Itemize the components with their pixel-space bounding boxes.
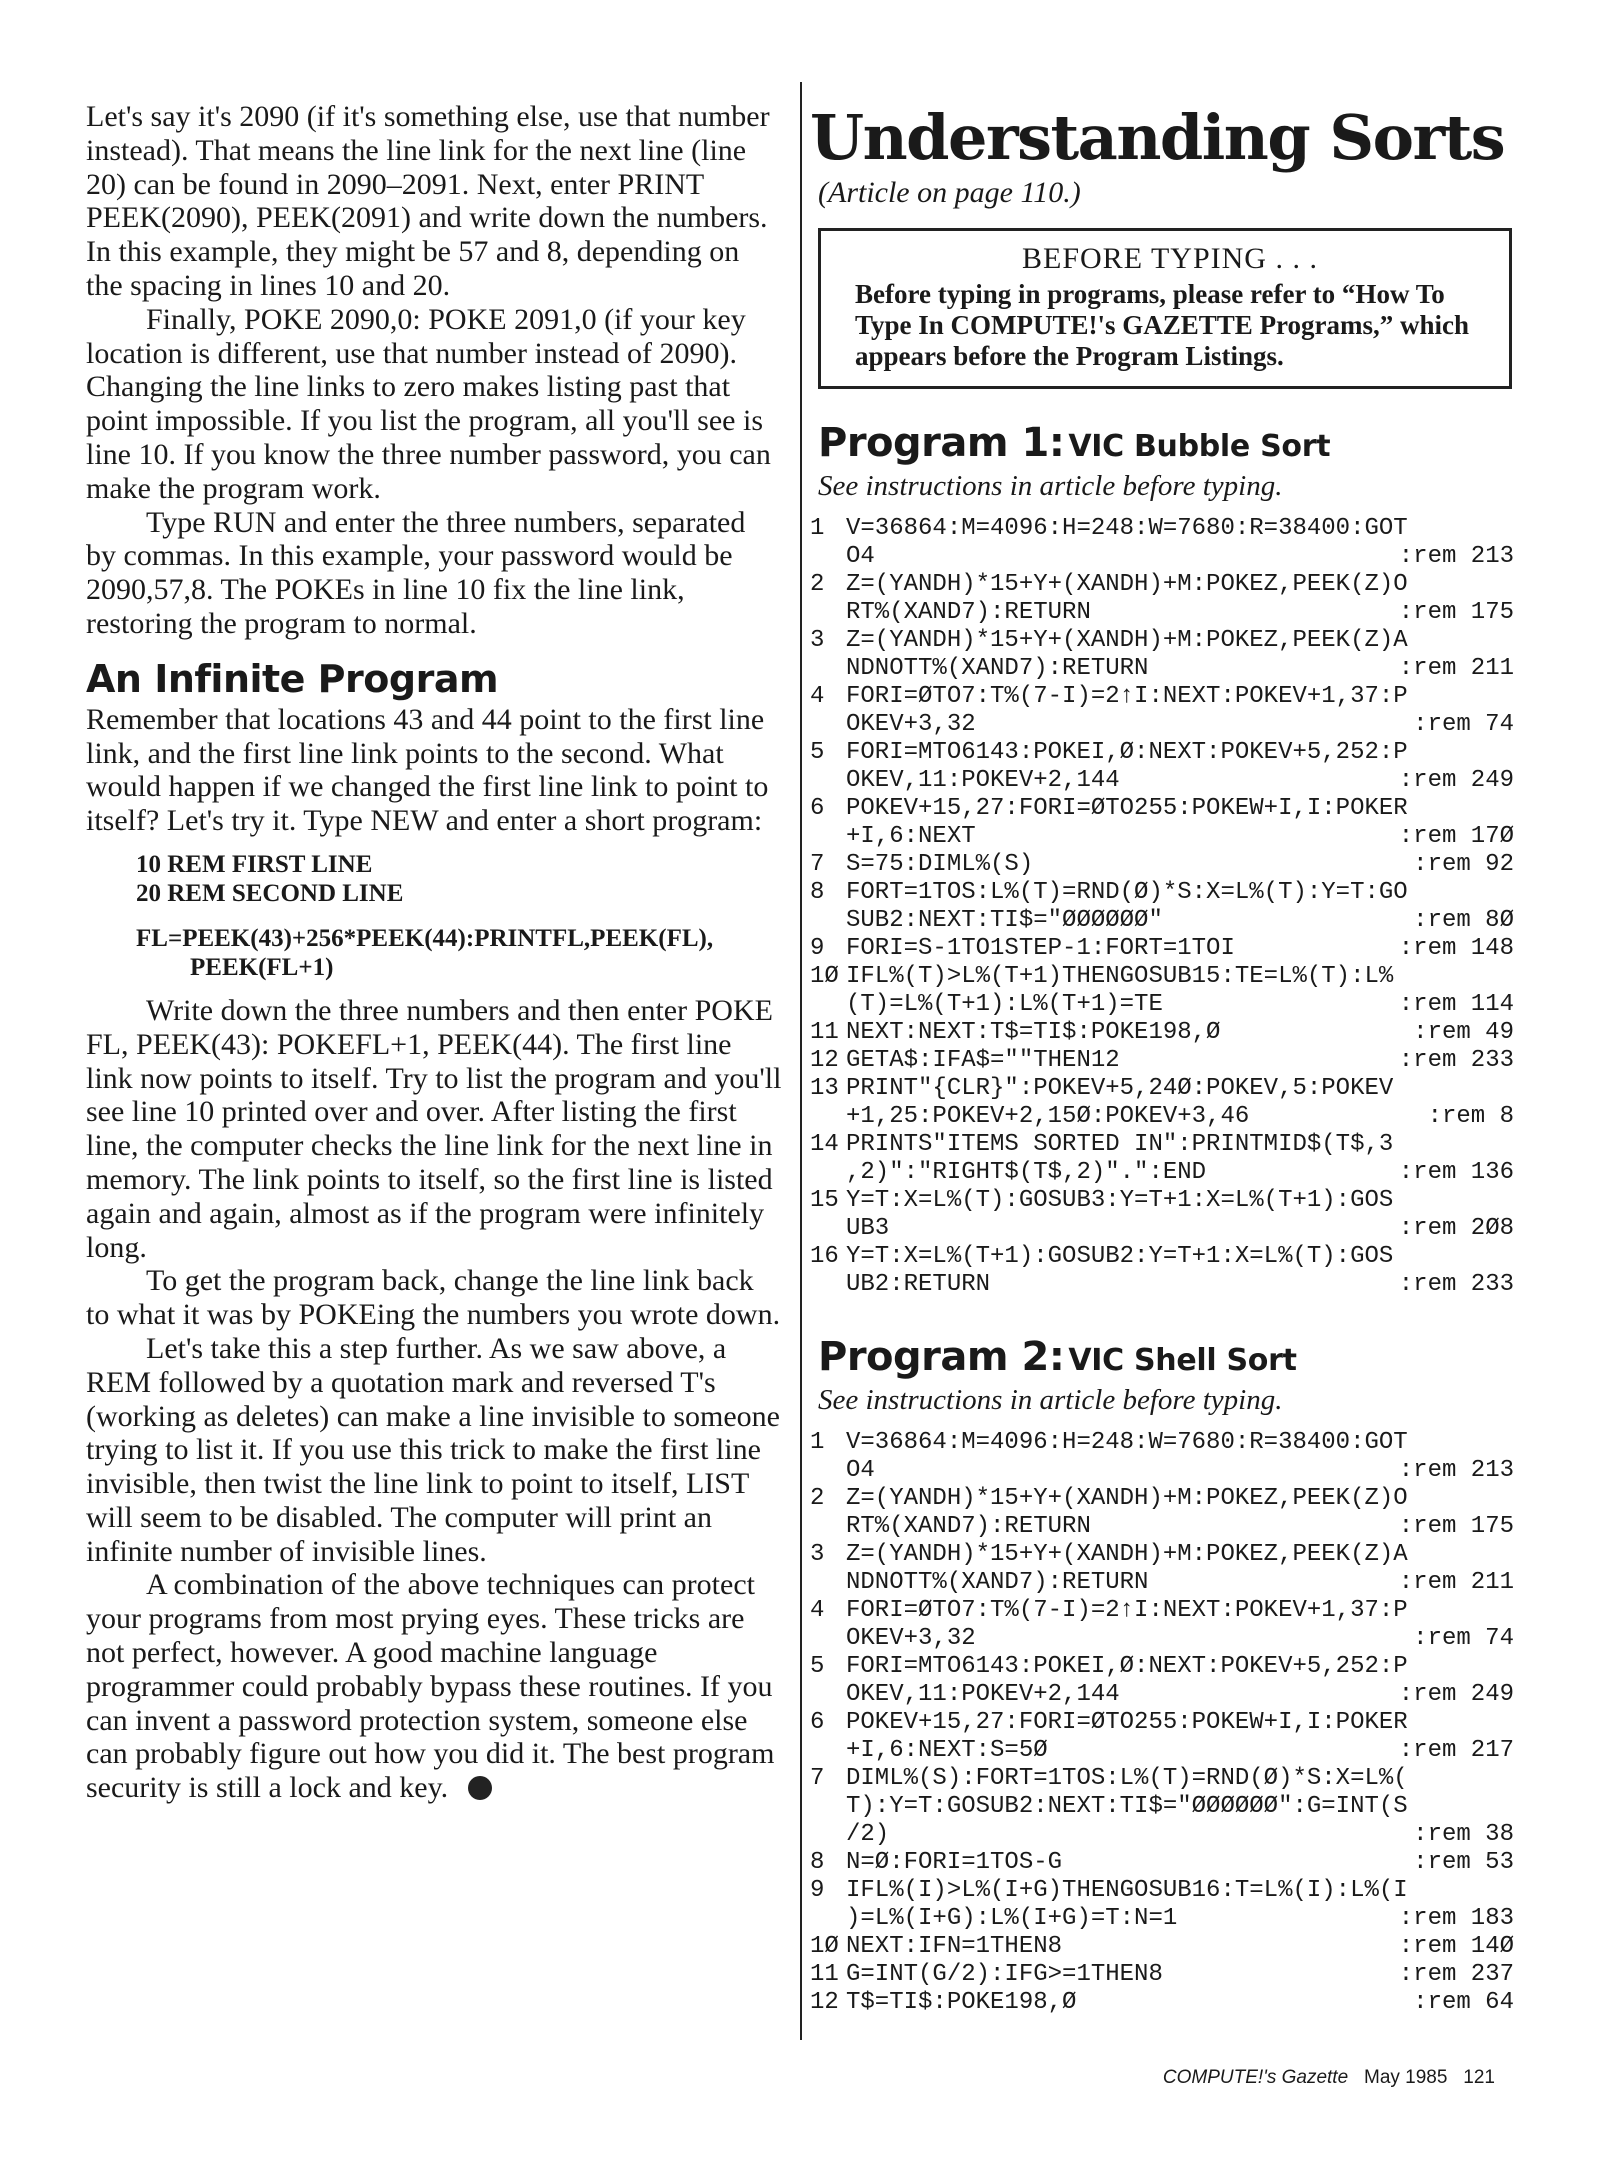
code-line [810,1541,1514,1597]
rem-checksum: :rem 14Ø [1398,1933,1514,1960]
line-number: 1Ø [810,1933,839,1960]
rem-checksum: :rem 213 [1398,1457,1514,1484]
rem-checksum: :rem 64 [1413,1989,1514,2016]
line-number: 14 [810,1131,839,1158]
code-line [810,1933,1514,1961]
code-line [810,1131,1514,1187]
code-text: O4 [846,1457,875,1484]
code-text: IFL%(I)>L%(I+G)THENGOSUB16:T=L%(I):L%(I [846,1877,1408,1904]
column-divider [800,82,802,2040]
code-line [810,935,1514,963]
line-number: 5 [810,739,825,766]
line-number: 8 [810,1849,825,1876]
code-text: T):Y=T:GOSUB2:NEXT:TI$="ØØØØØØ":G=INT(S [846,1793,1408,1820]
rem-checksum: :rem 114 [1398,991,1514,1018]
code-text: )=L%(I+G):L%(I+G)=T:N=1 [846,1905,1178,1932]
left-column [86,100,782,1805]
code-text: IFL%(T)>L%(T+1)THENGOSUB15:TE=L%(T):L% [846,963,1394,990]
line-number: 11 [810,1961,839,1988]
line-number: 1Ø [810,963,839,990]
code-line [810,1877,1514,1933]
code-text: NDNOTT%(XAND7):RETURN [846,1569,1149,1596]
code-text: V=36864:M=4096:H=248:W=7680:R=38400:GOT [846,1429,1408,1456]
paragraph: Remember that locations 43 and 44 point to the first line link, and the first line link points to the second. What would happen if we changed the first line link to point to itself? Let's try it. Type NEW and enter a short program: [86,702,769,838]
line-number: 6 [810,795,825,822]
line-number: 4 [810,683,825,710]
listing-line: FL=PEEK(43)+256*PEEK(44):PRINTFL,PEEK(FL), [136,924,714,952]
article-reference: (Article on page 110.) [818,176,1081,209]
paragraph: Finally, POKE 2090,0: POKE 2091,0 (if your key location is different, use that number instead of 2090). Changing the line links to zero makes listing past that point impossible. If you list the program, all you'll see is line 10. If you know the three number password, you can make the program work. [86,302,771,505]
rem-checksum: :rem 249 [1398,1681,1514,1708]
line-number: 15 [810,1187,839,1214]
paragraph-text: A combination of the above techniques can protect your programs from most prying eyes. These tricks are not perfect, however. A good machine language programmer could probably bypass these routines. If you can invent a password protection system, someone else can probably figure out how you did it. The best program security is still a lock and key. [86,1568,775,1805]
code-text: ,2)":"RIGHT$(T$,2)".":END [846,1159,1207,1186]
code-text: RT%(XAND7):RETURN [846,599,1091,626]
code-text: UB3 [846,1215,890,1242]
code-text: +I,6:NEXT [846,823,976,850]
rem-checksum: :rem 217 [1398,1737,1514,1764]
issue-date: May 1985 [1364,2067,1448,2088]
code-text: POKEV+15,27:FORI=ØTO255:POKEW+I,I:POKER [846,795,1408,822]
code-line [810,1709,1514,1765]
line-number: 6 [810,1709,825,1736]
program-1-heading [818,419,1514,467]
program-name: VIC Shell Sort [1068,1343,1297,1378]
line-number: 12 [810,1047,839,1074]
code-line [810,963,1514,1019]
code-text: PRINTS"ITEMS SORTED IN":PRINTMID$(T$,3 [846,1131,1394,1158]
rem-checksum: :rem 175 [1398,599,1514,626]
code-line [810,1653,1514,1709]
code-line [810,1849,1514,1877]
code-text: SUB2:NEXT:TI$="ØØØØØØ" [846,907,1163,934]
box-body: Before typing in programs, please refer to “How To Type In COMPUTE!'s GAZETTE Programs,” which appears before the Program Listings. [855,279,1470,371]
listing-line: PEEK(FL+1) [190,953,334,981]
line-number: 4 [810,1597,825,1624]
program-name: VIC Bubble Sort [1068,429,1331,464]
rem-checksum: :rem 2Ø8 [1398,1215,1514,1242]
rem-checksum: :rem 49 [1413,1019,1514,1046]
rem-checksum: :rem 233 [1398,1047,1514,1074]
listing-line: 10 REM FIRST LINE [136,850,373,878]
rem-checksum: :rem 92 [1413,851,1514,878]
code-text: N=Ø:FORI=1TOS-G [846,1849,1063,1876]
code-line [810,1989,1514,2017]
rem-checksum: :rem 211 [1398,1569,1514,1596]
code-line [810,515,1514,571]
program-1-listing [810,515,1514,1299]
code-line [810,879,1514,935]
code-text: +I,6:NEXT:S=5Ø [846,1737,1048,1764]
line-number: 8 [810,879,825,906]
line-number: 9 [810,935,825,962]
code-line [810,1047,1514,1075]
code-text: +1,25:POKEV+2,15Ø:POKEV+3,46 [846,1103,1250,1130]
rem-checksum: :rem 8 [1427,1103,1514,1130]
before-typing-box [818,228,1512,389]
code-line [810,1429,1514,1485]
program-label: Program 1: [818,420,1065,466]
code-text: FORI=MTO6143:POKEI,Ø:NEXT:POKEV+5,252:P [846,1653,1408,1680]
program-2-heading [818,1333,1514,1381]
program-note: See instructions in article before typing. [818,470,1283,502]
code-line [810,1243,1514,1299]
rem-checksum: :rem 211 [1398,655,1514,682]
line-number: 2 [810,571,825,598]
program-label: Program 2: [818,1334,1065,1380]
box-title: BEFORE TYPING . . . [1022,242,1318,275]
listing-line: 20 REM SECOND LINE [136,879,404,907]
rem-checksum: :rem 183 [1398,1905,1514,1932]
article-title: Understanding Sorts [810,101,1505,174]
page-number: 121 [1463,2067,1495,2088]
paragraph: Type RUN and enter the three numbers, separated by commas. In this example, your password would be 2090,57,8. The POKEs in line 10 fix the line link, restoring the program to normal. [86,505,746,640]
code-text: OKEV,11:POKEV+2,144 [846,1681,1120,1708]
code-text: Z=(YANDH)*15+Y+(XANDH)+M:POKEZ,PEEK(Z)A [846,1541,1408,1568]
code-text: Z=(YANDH)*15+Y+(XANDH)+M:POKEZ,PEEK(Z)O [846,571,1408,598]
code-text: OKEV,11:POKEV+2,144 [846,767,1120,794]
code-text: NEXT:NEXT:T$=TI$:POKE198,Ø [846,1019,1221,1046]
program-note: See instructions in article before typing. [818,1384,1283,1416]
code-text: Z=(YANDH)*15+Y+(XANDH)+M:POKEZ,PEEK(Z)A [846,627,1408,654]
code-text: OKEV+3,32 [846,1625,976,1652]
code-line [810,683,1514,739]
rem-checksum: :rem 233 [1398,1271,1514,1298]
code-text: FORI=MTO6143:POKEI,Ø:NEXT:POKEV+5,252:P [846,739,1408,766]
rem-checksum: :rem 136 [1398,1159,1514,1186]
code-text: FORI=ØTO7:T%(7-I)=2↑I:NEXT:POKEV+1,37:P [846,683,1408,710]
code-text: FORI=S-1TO1STEP-1:FORT=1TOI [846,935,1235,962]
rem-checksum: :rem 175 [1398,1513,1514,1540]
line-number: 13 [810,1075,839,1102]
paragraph: To get the program back, change the line link back to what it was by POKEing the numbers you wrote down. [86,1264,781,1332]
line-number: 11 [810,1019,839,1046]
program-listing [136,850,782,982]
code-text: FORI=ØTO7:T%(7-I)=2↑I:NEXT:POKEV+1,37:P [846,1597,1408,1624]
code-text: S=75:DIML%(S) [846,851,1034,878]
program-2-listing [810,1429,1514,2017]
code-text: G=INT(G/2):IFG>=1THEN8 [846,1961,1163,1988]
line-number: 3 [810,627,825,654]
rem-checksum: :rem 249 [1398,767,1514,794]
rem-checksum: :rem 213 [1398,543,1514,570]
page-footer [1145,2066,1495,2090]
code-line [810,1765,1514,1849]
code-text: GETA$:IFA$=""THEN12 [846,1047,1120,1074]
code-text: NEXT:IFN=1THEN8 [846,1933,1063,1960]
code-text: DIML%(S):FORT=1TOS:L%(T)=RND(Ø)*S:X=L%( [846,1765,1408,1792]
line-number: 7 [810,1765,825,1792]
code-line [810,851,1514,879]
code-line [810,1485,1514,1541]
line-number: 1 [810,1429,825,1456]
code-line [810,571,1514,627]
rem-checksum: :rem 17Ø [1398,823,1514,850]
line-number: 3 [810,1541,825,1568]
code-text: Y=T:X=L%(T):GOSUB3:Y=T+1:X=L%(T+1):GOS [846,1187,1394,1214]
code-text: POKEV+15,27:FORI=ØTO255:POKEW+I,I:POKER [846,1709,1408,1736]
rem-checksum: :rem 74 [1413,1625,1514,1652]
code-text: FORT=1TOS:L%(T)=RND(Ø)*S:X=L%(T):Y=T:GO [846,879,1408,906]
code-text: T$=TI$:POKE198,Ø [846,1989,1077,2016]
code-text: UB2:RETURN [846,1271,991,1298]
code-line [810,627,1514,683]
end-of-article-icon [468,1776,492,1800]
code-text: NDNOTT%(XAND7):RETURN [846,655,1149,682]
code-line [810,1187,1514,1243]
code-text: /2) [846,1821,890,1848]
paragraph: Let's take this a step further. As we saw above, a REM followed by a quotation mark and reversed T's (working as deletes) can make a line invisible to someone trying to list it. If you use this trick to make the first line invisible, then twist the line link to point to itself, LIST will seem to be disabled. The computer will print an infinite number of invisible lines. [86,1331,780,1568]
code-line [810,795,1514,851]
rem-checksum: :rem 53 [1413,1849,1514,1876]
paragraph: Write down the three numbers and then enter POKE FL, PEEK(43): POKEFL+1, PEEK(44). The first line link now points to itself. Try to list the program and you'll see line 10 printed over and over. After listing the first line, the computer checks the line link for the next line in memory. The link points to itself, so the first line is listed again and again, almost as if the program were infinitely long. [86,993,782,1264]
paragraph-last [86,1568,782,1805]
code-text: O4 [846,543,875,570]
code-line [810,1597,1514,1653]
code-text: (T)=L%(T+1):L%(T+1)=TE [846,991,1163,1018]
line-number: 1 [810,515,825,542]
line-number: 16 [810,1243,839,1270]
right-column [810,100,1514,2017]
code-text: Z=(YANDH)*15+Y+(XANDH)+M:POKEZ,PEEK(Z)O [846,1485,1408,1512]
code-text: PRINT"{CLR}":POKEV+5,24Ø:POKEV,5:POKEV [846,1075,1394,1102]
code-text: RT%(XAND7):RETURN [846,1513,1091,1540]
code-text: Y=T:X=L%(T+1):GOSUB2:Y=T+1:X=L%(T):GOS [846,1243,1394,1270]
rem-checksum: :rem 74 [1413,711,1514,738]
code-line [810,1961,1514,1989]
rem-checksum: :rem 237 [1398,1961,1514,1988]
paragraph: Let's say it's 2090 (if it's something else, use that number instead). That means the line link for the next line (line 20) can be found in 2090–2091. Next, enter PRINT PEEK(2090), PEEK(2091) and write down the numbers. In this example, they might be 57 and 8, depending on the spacing in lines 10 and 20. [86,100,770,302]
line-number: 5 [810,1653,825,1680]
rem-checksum: :rem 148 [1398,935,1514,962]
code-text: V=36864:M=4096:H=248:W=7680:R=38400:GOT [846,515,1408,542]
magazine-name: COMPUTE!'s Gazette [1162,2067,1349,2088]
code-line [810,739,1514,795]
code-line [810,1075,1514,1131]
code-text: OKEV+3,32 [846,711,976,738]
line-number: 9 [810,1877,825,1904]
section-heading: An Infinite Program [86,656,499,701]
line-number: 12 [810,1989,839,2016]
line-number: 7 [810,851,825,878]
line-number: 2 [810,1485,825,1512]
rem-checksum: :rem 8Ø [1413,907,1514,934]
rem-checksum: :rem 38 [1413,1821,1514,1848]
code-line [810,1019,1514,1047]
